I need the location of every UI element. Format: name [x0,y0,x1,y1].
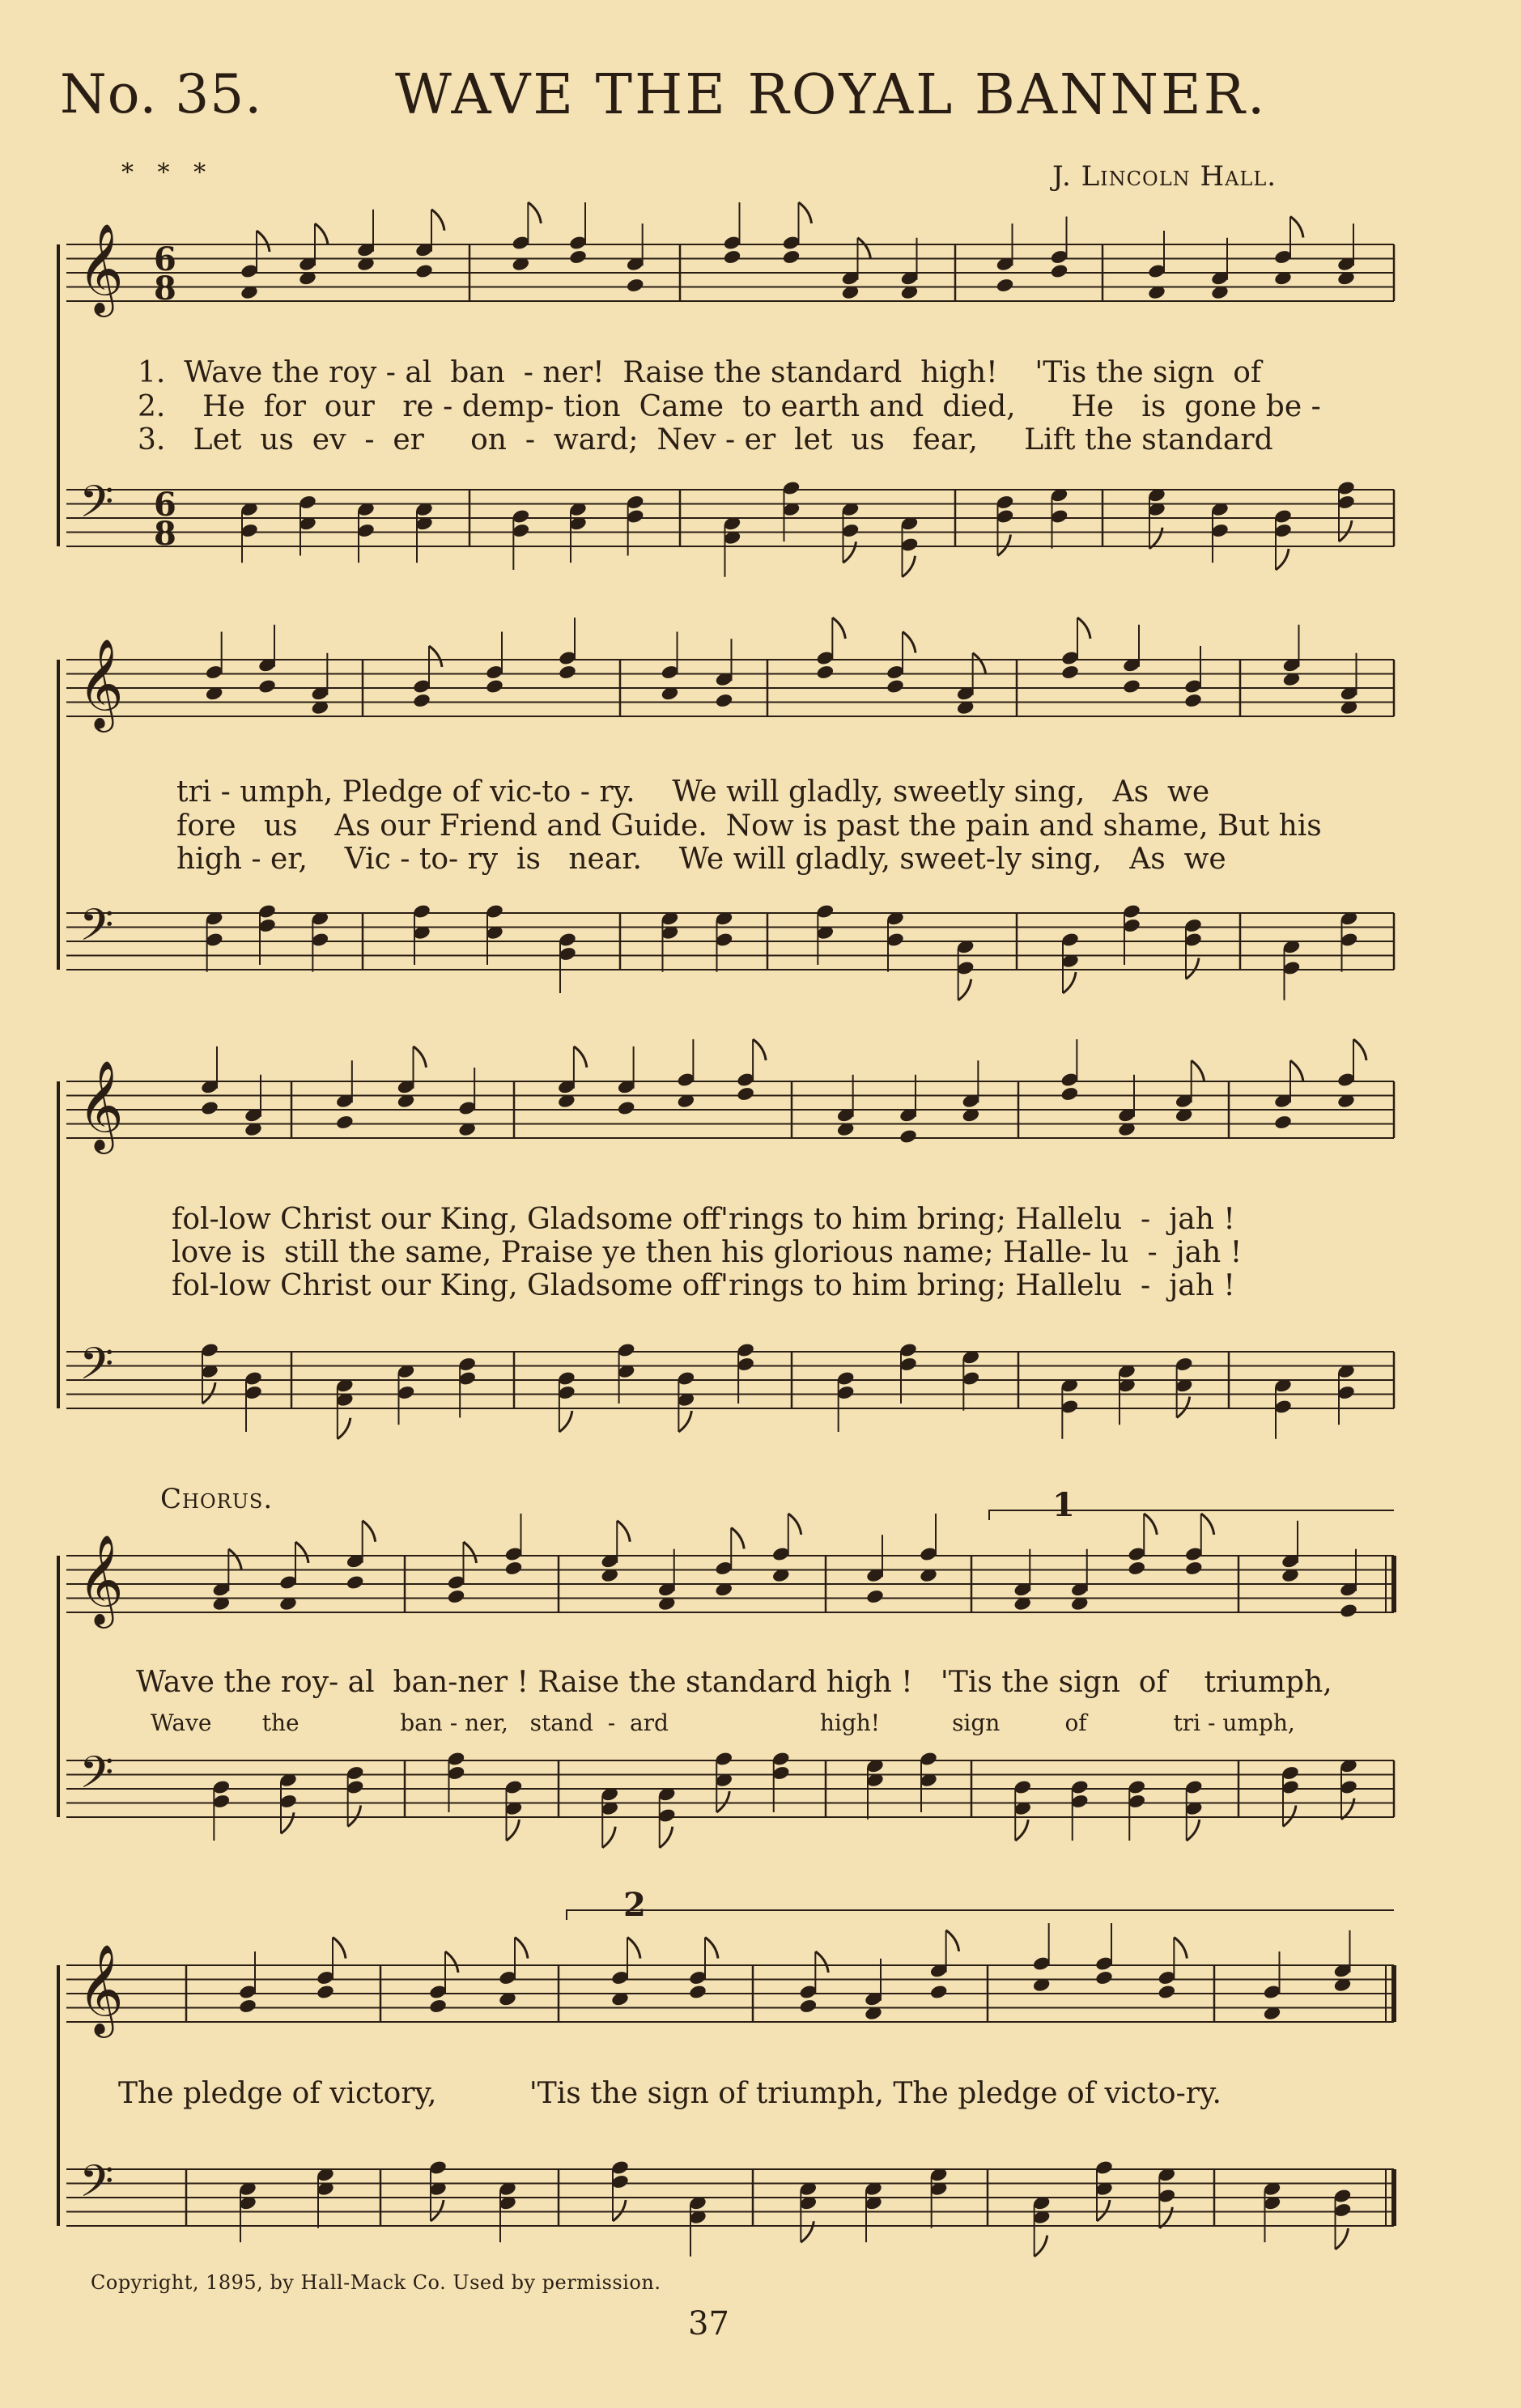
note-flag [1339,520,1352,541]
notehead [996,278,1015,294]
notehead [257,678,277,694]
note-flag [705,1938,718,1959]
treble-clef-icon: 𝄞 [78,223,124,313]
copyright-notice: Copyright, 1895, by Hall-Mack Co. Used by permission. [91,2271,661,2294]
note-flag [903,632,916,653]
notehead [688,1984,707,2000]
notehead [886,678,905,694]
verse-line-1: tri - umph, Pledge of vic-to - ry. We will gladly, sweetly sing, As we [176,775,1210,809]
note-flag [1341,1799,1354,1820]
treble-clef-icon: 𝄞 [78,1943,124,2034]
note-flag [1159,2207,1172,2228]
note-flag [1077,618,1090,639]
verse-line-1: 1. Wave the roy - al ban - ner! Raise the standard high! 'Tis the sign of [138,356,1262,389]
note-flag [431,2200,444,2221]
verse-line-2: 2. He for our re - demp- tion Came to earth and died, He is gone be - [138,390,1321,423]
verse-line-1: fol-low Christ our King, Gladsome off'rings to him bring; Hallelu - jah ! [172,1203,1235,1236]
note-flag [1290,217,1303,238]
note-flag [832,618,845,639]
note-flag [445,1951,458,1973]
note-flag [464,1542,477,1563]
verse-line-2: fore us As our Friend and Guide. Now is past the pain and shame, But his [176,809,1322,843]
note-flag [1063,972,1076,993]
chorus-lyric-line: Wave the roy- al ban-ner ! Raise the standard high ! 'Tis the sign of triumph, [136,1666,1332,1699]
notehead [1060,1086,1080,1102]
bass-clef-icon: 𝄢 [79,1338,114,1400]
notehead [447,1589,466,1605]
note-flag [257,231,270,252]
note-flag [228,1549,241,1570]
notehead [1122,678,1141,694]
notehead [736,1086,755,1102]
note-flag [414,1047,427,1068]
treble-clef-icon: 𝄞 [78,638,124,728]
note-flag [1290,1060,1303,1081]
note-flag [1097,2200,1110,2221]
note-flag [801,2221,814,2242]
note-flag [515,1938,528,1959]
time-signature-top: 6 [154,486,176,524]
notehead [929,1984,949,2000]
verse-line-3: fol-low Christ our King, Gladsome off'rings to him bring; Hallelu - jah ! [172,1269,1235,1302]
first-ending-bracket [989,1510,1394,1520]
bass-clef-icon: 𝄢 [79,476,114,538]
note-flag [1192,1060,1204,1081]
note-flag [1035,2236,1047,2257]
chorus-bass-lyric-line: Wave the ban - ner, stand - ard high! sign of tri - umph, [151,1709,1295,1736]
note-flag [973,653,986,674]
notehead [865,1589,885,1605]
notehead [1183,693,1203,709]
notehead [899,1128,918,1145]
bass-clef-icon: 𝄢 [79,1747,114,1809]
note-flag [559,1411,572,1432]
note-flag [528,202,541,223]
notehead [568,249,588,265]
notehead [1184,1561,1204,1577]
note-flag [678,1411,691,1432]
note-flag [1353,1039,1366,1060]
note-flag [363,1521,376,1542]
notehead [238,1998,257,2015]
notehead [723,249,742,265]
note-flag [1283,1806,1296,1827]
note-flag [1336,2228,1349,2249]
notehead [316,1984,335,2000]
notehead [715,693,734,709]
note-flag [202,1382,215,1404]
verse-line-2: love is still the same, Praise ye then his glorious name; Halle- lu - jah ! [172,1236,1243,1269]
note-flag [903,556,916,577]
notehead [504,1561,524,1577]
note-flag [1149,528,1162,549]
note-flag [1201,1514,1214,1535]
ornament-stars: * * * [121,159,215,187]
notehead [412,693,431,709]
time-signature-bottom: 8 [154,270,176,308]
note-flag [998,535,1011,556]
time-signature-bottom: 8 [154,515,176,553]
chorus-lyric-line-2: The pledge of victory, 'Tis the sign of triumph, The pledge of victo-ry. [118,2077,1221,2110]
note-flag [1186,958,1199,979]
note-flag [716,1791,729,1812]
hymn-title: WAVE THE ROYAL BANNER. [395,63,1268,127]
notehead [1339,1603,1358,1619]
notehead [558,665,577,681]
note-flag [348,1806,361,1827]
notehead [1158,1984,1177,2000]
note-flag [613,2200,626,2221]
notehead [1127,1561,1146,1577]
verse-line-3: 3. Let us ev - er on - ward; Nev - er let us fear, Lift the standard [138,423,1273,457]
note-flag [281,1812,294,1833]
notehead [346,1574,365,1590]
note-flag [1174,1938,1187,1959]
notehead [1060,665,1080,681]
note-flag [843,541,856,563]
note-flag [958,979,971,1000]
verse-line-3: high - er, Vic - to- ry is near. We will gladly, sweet-ly sing, As we [176,843,1226,876]
note-flag [1187,1820,1200,1841]
page-number: 37 [688,2305,729,2342]
time-signature-top: 6 [154,240,176,278]
note-flag [1177,1397,1190,1418]
notehead [626,278,645,294]
treble-clef-icon: 𝄞 [78,1534,124,1624]
bass-clef-icon: 𝄢 [79,2155,114,2218]
note-flag [315,223,328,244]
note-flag [731,1528,744,1549]
note-flag [753,1039,766,1060]
note-flag [788,1514,801,1535]
second-ending-number: 2 [623,1886,646,1924]
note-flag [333,1938,346,1959]
hymn-number: No. 35. [60,63,263,125]
notehead [428,1998,448,2015]
note-flag [295,1542,308,1563]
notehead [414,263,434,279]
note-flag [858,238,871,259]
first-ending-number: 1 [1052,1486,1075,1524]
note-flag [799,202,812,223]
note-flag [1015,1820,1028,1841]
second-ending-bracket [567,1910,1394,1920]
composer-credit: J. Lincoln Hall. [1052,160,1277,193]
notehead [1050,263,1069,279]
notehead [1094,1970,1114,1986]
note-flag [431,210,444,231]
treble-clef-icon: 𝄞 [78,1060,124,1150]
note-flag [1276,549,1289,570]
note-flag [660,1827,673,1848]
note-flag [574,1047,587,1068]
bass-clef-icon: 𝄢 [79,899,114,962]
notehead [485,678,504,694]
note-flag [617,1521,630,1542]
note-flag [338,1418,351,1439]
notehead [816,665,835,681]
notehead [1273,1115,1293,1131]
notehead [335,1115,355,1131]
note-flag [815,1951,828,1973]
notehead [200,1100,219,1116]
notehead [617,1100,636,1116]
note-flag [507,1820,520,1841]
notehead [799,1998,818,2015]
chorus-label: Chorus. [160,1483,274,1515]
note-flag [1144,1514,1157,1535]
note-flag [602,1827,615,1848]
notehead [782,249,801,265]
note-flag [627,1938,640,1959]
note-flag [429,646,442,667]
note-flag [946,1930,959,1951]
